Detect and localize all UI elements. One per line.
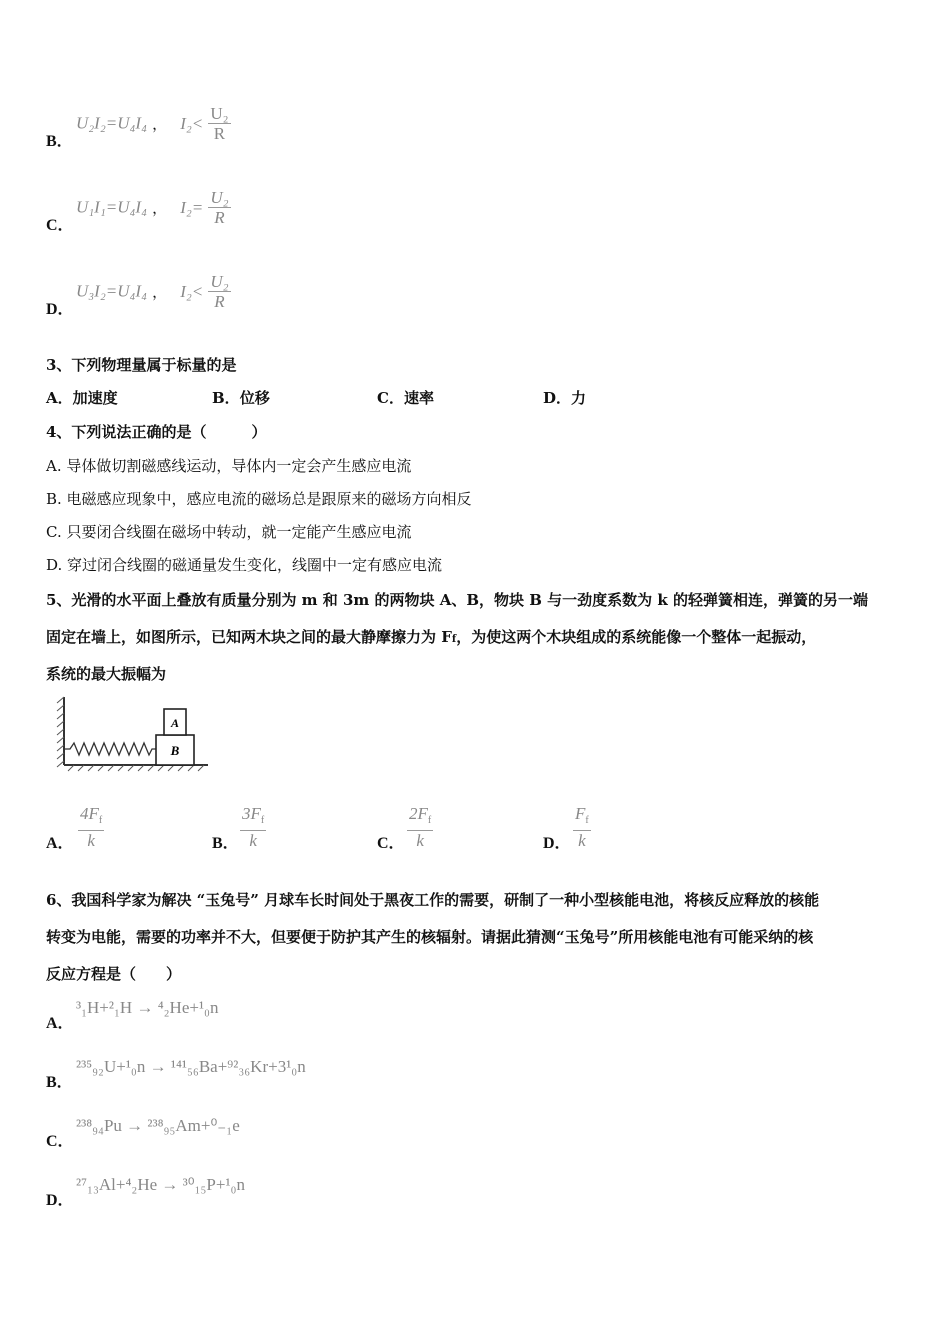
- option-label: A．: [46, 389, 73, 407]
- q5-option-d-fraction: [573, 804, 591, 850]
- q2-option-c-rel: I₂=: [180, 197, 204, 217]
- q5-option-c-label: C．: [377, 835, 405, 852]
- block-b-label: B: [170, 743, 180, 758]
- q2-option-c-formula: [76, 188, 231, 227]
- spring: [64, 743, 156, 755]
- q5-option-d-label: D．: [543, 835, 571, 852]
- numerator: U₂: [210, 104, 229, 123]
- numerator: 4F: [80, 804, 99, 823]
- q4-option-b: B. 电磁感应现象中，感应电流的磁场总是跟原来的磁场方向相反: [46, 490, 472, 508]
- q5-stem-line1: 5、光滑的水平面上叠放有质量分别为 m 和 3m 的两物块 A、B，物块 B 与一劲度系数为 k 的轻弹簧相连，弹簧的另一端: [46, 591, 869, 609]
- numerator: U₂: [210, 188, 229, 207]
- q4-option-d: D. 穿过闭合线圈的磁通量发生变化，线圈中一定有感应电流: [46, 556, 443, 574]
- comma: ，: [152, 115, 168, 133]
- denominator: k: [87, 831, 95, 850]
- q5-option-c-fraction: [407, 804, 433, 850]
- q2-option-d-formula: [76, 272, 231, 311]
- option-label: D．: [543, 389, 572, 407]
- denominator: R: [214, 292, 225, 311]
- q2-option-b-label: B．: [46, 133, 73, 150]
- numerator: U₂: [210, 272, 229, 291]
- denominator: k: [249, 831, 257, 850]
- q4-option-a: A. 导体做切割磁感线运动，导体内一定会产生感应电流: [46, 457, 412, 475]
- q2-option-d-eq: U₃I₂=U₄I₄: [76, 281, 147, 301]
- option-text: 力: [571, 389, 587, 407]
- q6-stem-line1: 6、我国科学家为解决 “玉兔号” 月球车长时间处于黑夜工作的需要，研制了一种小型核能电池，将核反应释放的核能: [46, 891, 820, 909]
- subscript: f: [260, 815, 265, 826]
- option-text: 速率: [403, 389, 434, 407]
- q3-option-a: [46, 387, 118, 408]
- subscript: f: [585, 815, 589, 826]
- q2-option-c-label: C．: [46, 217, 74, 234]
- q3-option-b: [212, 387, 270, 408]
- q2-option-d-fraction: [208, 272, 230, 311]
- denominator: k: [578, 831, 586, 850]
- q2-option-c-eq: U₁I₁=U₄I₄: [76, 197, 147, 217]
- numerator: 2F: [409, 804, 428, 823]
- line-text: 固定在墙上，如图所示，已知两木块之间的最大静摩擦力为 F: [46, 628, 452, 646]
- q3-option-d: [543, 387, 586, 408]
- option-text: 位移: [239, 389, 270, 407]
- q5-option-a-fraction: [78, 804, 104, 850]
- q5-stem-line2: [46, 626, 816, 647]
- wall-hatch: [57, 697, 64, 767]
- numerator: 3F: [242, 804, 261, 823]
- ff-subscript: f: [451, 634, 457, 645]
- q2-option-b-eq: U₂I₂=U₄I₄: [76, 113, 147, 133]
- q6-option-b-label: B．: [46, 1074, 73, 1091]
- q5-option-b-fraction: [240, 804, 266, 850]
- q6-option-d-label: D．: [46, 1192, 74, 1209]
- q2-option-b-formula: [76, 104, 231, 143]
- option-label: B．: [212, 389, 240, 407]
- option-text: 加速度: [72, 389, 118, 407]
- q4-stem: 4、下列说法正确的是（ ）: [46, 423, 267, 441]
- numerator: F: [575, 804, 586, 823]
- q5-option-a-label: A．: [46, 835, 74, 852]
- denominator: R: [214, 208, 225, 227]
- q4-option-c: C. 只要闭合线圈在磁场中转动，就一定能产生感应电流: [46, 523, 412, 541]
- q2-option-b-fraction: [208, 104, 230, 143]
- q2-option-d-label: D．: [46, 301, 74, 318]
- denominator: k: [416, 831, 424, 850]
- q5-spring-block-figure: [54, 693, 214, 773]
- q3-option-c: [377, 387, 434, 408]
- q6-option-a-equation: ³₁H+²₁H → ⁴₂He+¹₀n: [76, 998, 219, 1017]
- subscript: f: [427, 815, 432, 826]
- option-label: C．: [377, 389, 404, 407]
- block-a-label: A: [170, 716, 180, 730]
- subscript: f: [98, 815, 103, 826]
- q6-option-a-label: A．: [46, 1015, 74, 1032]
- q5-stem-line3: 系统的最大振幅为: [46, 665, 167, 683]
- q6-option-c-label: C．: [46, 1133, 74, 1150]
- q2-option-c-fraction: [208, 188, 230, 227]
- denominator: R: [213, 124, 226, 143]
- q3-stem: 3、下列物理量属于标量的是: [46, 356, 237, 374]
- comma: ，: [152, 283, 168, 301]
- q5-option-b-label: B．: [212, 835, 239, 852]
- q6-stem-line3: 反应方程是（ ）: [46, 965, 182, 983]
- q6-option-c-equation: ²³⁸₉₄Pu → ²³⁸₉₅Am+⁰₋₁e: [76, 1116, 240, 1135]
- q2-option-b-rel: I₂<: [180, 113, 204, 133]
- line-text: ，为使这两个木块组成的系统能像一个整体一起振动，: [456, 628, 817, 646]
- q2-option-d-rel: I₂<: [180, 281, 204, 301]
- comma: ，: [152, 199, 168, 217]
- q6-option-d-equation: ²⁷₁₃Al+⁴₂He → ³⁰₁₅P+¹₀n: [76, 1175, 245, 1194]
- q6-stem-line2: 转变为电能，需要的功率并不大，但要便于防护其产生的核辐射。请据此猜测“玉兔号”所用核能电池有可能采纳的核: [46, 928, 814, 946]
- q6-option-b-equation: ²³⁵₉₂U+¹₀n → ¹⁴¹₅₆Ba+⁹²₃₆Kr+3¹₀n: [76, 1057, 306, 1076]
